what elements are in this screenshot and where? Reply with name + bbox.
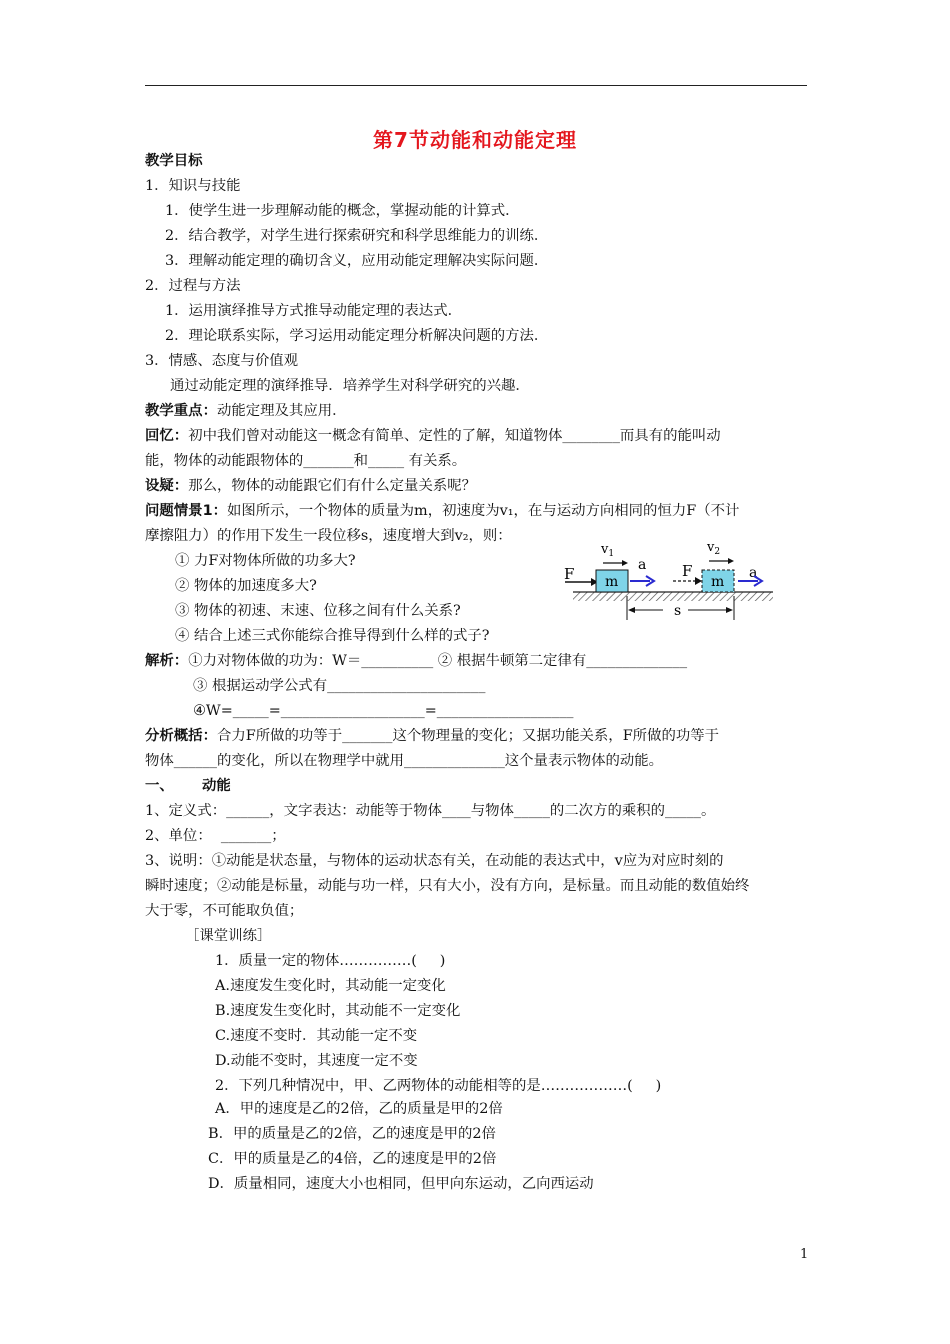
scenario-line-2: 摩擦阻力）的作用下发生一段位移s，速度增大到v₂，则： [145, 528, 512, 544]
force-label-1: F [564, 565, 575, 583]
section-title: 动能 [202, 778, 231, 794]
practice-heading: ［课堂训练］ [185, 928, 272, 944]
scenario-question: ③ 物体的初速、末速、位移之间有什么关系? [175, 603, 461, 619]
goals-item: 1．运用演绎推导方式推导动能定理的表达式． [165, 303, 462, 319]
scenario-line [145, 502, 739, 520]
motion-diagram [558, 536, 798, 628]
scenario-text: 如图所示，一个物体的质量为m，初速度为v₁，在与运动方向相同的恒力F（不计 [226, 503, 740, 519]
option: B．甲的质量是乙的2倍，乙的速度是甲的2倍 [208, 1126, 496, 1142]
question-1: 1．质量一定的物体……………( ) [215, 953, 446, 969]
analysis-label: 解析： [145, 653, 189, 669]
summary-line [145, 727, 719, 745]
scenario-question: ④ 结合上述三式你能综合推导得到什么样的式子? [175, 628, 490, 644]
scenario-question: ① 力F对物体所做的功多大? [175, 553, 356, 569]
option: C.速度不变时．其动能一定不变 [215, 1028, 418, 1044]
page-number: 1 [800, 1247, 809, 1262]
disp-label: s [674, 603, 682, 619]
analysis-line [145, 652, 687, 670]
note-line: 大于零，不可能取负值； [145, 903, 304, 919]
header-rule [145, 85, 807, 86]
analysis-line-3: ④W=_____=____________________=___________________ [193, 703, 574, 719]
unit-line: 2、单位： _______； [145, 828, 286, 844]
option: D.动能不变时，其速度一定不变 [215, 1053, 418, 1069]
section-number: 一、 [145, 778, 174, 794]
option: D．质量相同，速度大小也相同，但甲向东运动，乙向西运动 [208, 1176, 594, 1192]
goals-text: 通过动能定理的演绎推导．培养学生对科学研究的兴趣． [170, 378, 530, 394]
suppose-label: 设疑： [145, 478, 189, 494]
question-2: 2．下列几种情况中，甲、乙两物体的动能相等的是………………( ) [215, 1078, 662, 1094]
page-title: 第7节动能和动能定理 [373, 128, 577, 152]
recall-line [145, 427, 721, 445]
mass-label-1: m [605, 574, 619, 590]
analysis-text: ①力对物体做的功为：W＝__________ ② 根据牛顿第二定律有______________ [188, 653, 688, 669]
goals-section-1: 1．知识与技能 [145, 178, 241, 194]
key-text: 动能定理及其应用． [216, 403, 347, 419]
summary-line-2: 物体______的变化，所以在物理学中就用______________这个量表示物体的动能。 [145, 753, 664, 769]
definition-line: 1、定义式：______，文字表达：动能等于物体____与物体_____的二次方的乘积的_____。 [145, 803, 716, 819]
recall-text: 初中我们曾对动能这一概念有简单、定性的了解，知道物体________而具有的能叫动 [188, 428, 721, 444]
suppose-line [145, 477, 476, 495]
goals-section-3: 3．情感、态度与价值观 [145, 353, 299, 369]
goals-item: 2．结合教学，对学生进行探索研究和科学思维能力的训练． [165, 228, 549, 244]
goals-item: 1．使学生进一步理解动能的概念，掌握动能的计算式． [165, 203, 520, 219]
recall-label: 回忆： [145, 428, 189, 444]
analysis-line-2: ③ 根据运动学公式有______________________ [193, 678, 486, 694]
goals-heading: 教学目标 [145, 153, 203, 169]
accel-label-2: a [749, 565, 758, 581]
goals-section-2: 2．过程与方法 [145, 278, 241, 294]
suppose-text: 那么，物体的动能跟它们有什么定量关系呢？ [188, 478, 477, 494]
note-line: 3、说明：①动能是状态量，与物体的运动状态有关，在动能的表达式中，v应为对应时刻的 [145, 853, 724, 869]
key-label: 教学重点： [145, 403, 217, 419]
scenario-label: 问题情景1： [145, 503, 227, 519]
mass-label-2: m [711, 574, 725, 590]
goals-item: 2．理论联系实际，学习运用动能定理分析解决问题的方法． [165, 328, 549, 344]
accel-label-1: a [638, 557, 647, 573]
option: B.速度发生变化时，其动能不一定变化 [215, 1003, 461, 1019]
note-line: 瞬时速度；②动能是标量，动能与功一样，只有大小，没有方向，是标量。而且动能的数值始终 [145, 878, 750, 894]
force-label-2: F [682, 562, 693, 580]
option: A.速度发生变化时，其动能一定变化 [215, 978, 446, 994]
summary-text: 合力F所做的功等于_______这个物理量的变化；又据功能关系，F所做的功等于 [216, 728, 720, 744]
v1-label: $v_1$ [601, 542, 615, 559]
ground [573, 592, 773, 601]
option: A．甲的速度是乙的2倍，乙的质量是甲的2倍 [215, 1101, 503, 1117]
summary-label: 分析概括： [145, 728, 217, 744]
option: C．甲的质量是乙的4倍，乙的速度是甲的2倍 [208, 1151, 497, 1167]
key-point [145, 402, 347, 420]
v2-label: $v_2$ [707, 540, 721, 557]
goals-item: 3．理解动能定理的确切含义，应用动能定理解决实际问题． [165, 253, 549, 269]
recall-line-2: 能，物体的动能跟物体的_______和_____ 有关系。 [145, 453, 467, 469]
scenario-question: ② 物体的加速度多大? [175, 578, 317, 594]
